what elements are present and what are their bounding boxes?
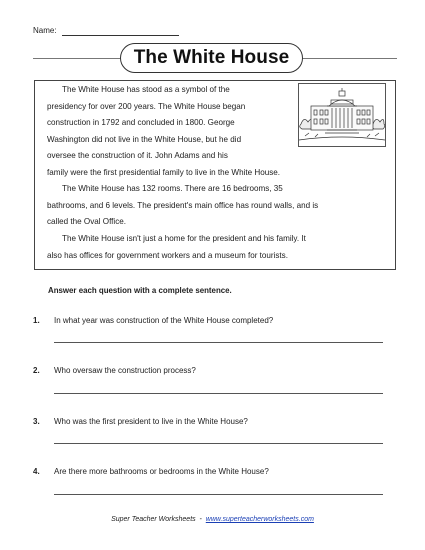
- question-text: Who was the first president to live in the White House?: [54, 417, 248, 426]
- reading-line: Washington did not live in the White House, but he did: [47, 134, 242, 144]
- reading-paragraph-1: [47, 82, 395, 181]
- reading-line: The White House isn't just a home for the president and his family. It: [62, 234, 306, 243]
- footer-site-link[interactable]: www.superteacherworksheets.com: [205, 516, 314, 523]
- instructions: Answer each question with a complete sentence.: [48, 286, 232, 295]
- page-title: The White House: [133, 47, 290, 68]
- question-number: 4.: [33, 467, 40, 476]
- reading-line: construction in 1792 and concluded in 1800. George: [47, 118, 235, 127]
- answer-line[interactable]: [54, 342, 383, 343]
- reading-line: family were the first presidential family to live in the White House.: [47, 167, 281, 177]
- title-banner: [120, 43, 303, 73]
- answer-line[interactable]: [54, 494, 383, 495]
- question-number: 3.: [33, 417, 40, 426]
- reading-line: oversee the construction of it. John Adams and his: [47, 151, 228, 160]
- reading-paragraph-3: [47, 231, 395, 264]
- reading-line: The White House has 132 rooms. There are 16 bedrooms, 35: [62, 184, 283, 193]
- reading-paragraph-2: [47, 181, 395, 231]
- footer-brand: Super Teacher Worksheets: [111, 516, 196, 523]
- reading-line: also has offices for government workers and a museum for tourists.: [47, 250, 288, 260]
- footer: [0, 516, 425, 523]
- answer-line[interactable]: [54, 443, 383, 444]
- reading-line: presidency for over 200 years. The White House began: [47, 101, 246, 111]
- question-text: Are there more bathrooms or bedrooms in the White House?: [54, 467, 269, 476]
- footer-separator: -: [199, 516, 202, 523]
- name-label: Name:: [33, 26, 57, 35]
- question-text: Who oversaw the construction process?: [54, 366, 196, 375]
- reading-line: called the Oval Office.: [47, 217, 127, 226]
- question-number: 1.: [33, 316, 40, 325]
- question-text: In what year was construction of the White House completed?: [54, 316, 274, 325]
- question-number: 2.: [33, 366, 40, 375]
- reading-line: bathrooms, and 6 levels. The president's main office has round walls, and is: [47, 200, 319, 210]
- answer-line[interactable]: [54, 393, 383, 394]
- name-field-line[interactable]: [62, 35, 179, 36]
- reading-line: The White House has stood as a symbol of the: [62, 85, 230, 94]
